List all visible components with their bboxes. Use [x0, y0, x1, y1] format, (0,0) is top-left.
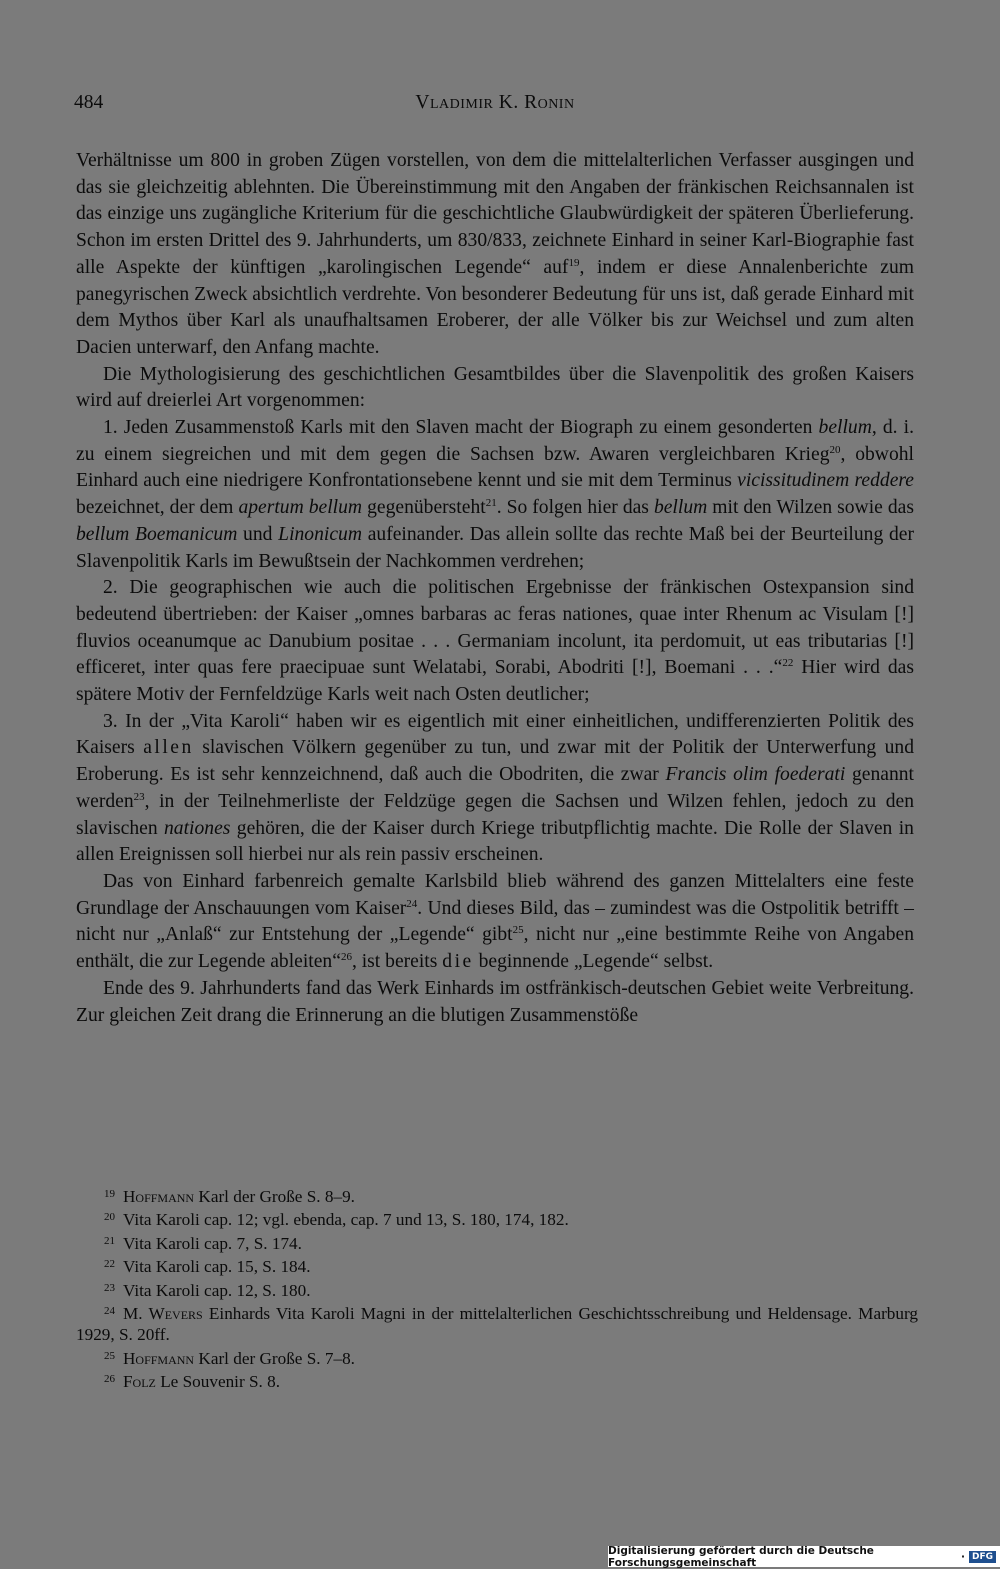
footnote-ref[interactable]: 23 [133, 790, 145, 803]
dfg-logo-icon: DFG [969, 1551, 996, 1563]
footnote-ref[interactable]: 22 [782, 657, 794, 670]
running-title: Vladimir K. Ronin [415, 92, 575, 113]
numbered-paragraph: 3. In der „Vita Karoli“ haben wir es eigentlich mit einer einheitlichen, undifferenzierten Politik des Kaisers allen slavischen Völkern gegenüber zu tun, und zwar mit der Politik der Unterwerfung und Eroberung. Es ist sehr kennzeichnend, daß auch die Obodriten, die zwar Francis olim foederati genannt werden$^{23}$, in der Teilnehmerliste der Feldzüge gegen die Sachsen und Wilzen fehlen, jedoch zu den slavischen nationes gehören, die der Kaiser durch Kriege tributpflichtig machte. Die Rolle der Slaven in allen Ereignissen soll hierbei nur als rein passiv erscheinen. [76, 710, 915, 866]
page-number: 484 [74, 92, 104, 113]
footnote-ref[interactable]: 24 [406, 897, 418, 910]
numbered-paragraph: 2. Die geographischen wie auch die politischen Ergebnisse der fränkischen Ostexpansion sind bedeutend übertrieben: der Kaiser „omnes barbaras ac feras nationes, quae inter Rhenum ac Visulam [!] fluvios oceanumque ac Danubium positae . . . Germaniam incolunt, ita perdomuit, ut eas tributarias [!] efficeret, inter quas fere praecipuae sunt Welatabi, Sorabi, Abodriti [!], Boemani . . .“$^{22}$ Hier wird das spätere Motiv der Fernfeldzüge Karls weit nach Osten deutlicher; [76, 577, 915, 706]
footnote: $^{23}$ Vita Karoli cap. 12, S. 180. [104, 1280, 311, 1300]
footnote: $^{25}$ Hoffmann Karl der Große S. 7–8. [104, 1348, 355, 1368]
footnote-ref[interactable]: 20 [829, 443, 841, 456]
footnote: $^{26}$ Folz Le Souvenir S. 8. [104, 1372, 281, 1392]
paragraph: Die Mythologisierung des geschichtlichen Gesamtbildes über die Slavenpolitik des großen Kaisers wird auf dreierlei Art vorgenommen: [76, 363, 914, 412]
footer-text: Digitalisierung gefördert durch die Deutsche Forschungsgemeinschaft [608, 1544, 874, 1569]
paragraph: Ende des 9. Jahrhunderts fand das Werk Einhards im ostfränkisch-deutschen Gebiet weite Verbreitung. Zur gleichen Zeit drang die Erinnerung an die blutigen Zusammenstöße [76, 977, 914, 1026]
footnote: $^{19}$ Hoffmann Karl der Große S. 8–9. [104, 1187, 355, 1206]
footnote-ref[interactable]: 26 [340, 951, 352, 964]
digitization-footer: Digitalisierung gefördert durch die Deutsche Forschungsgemeinschaft · DFG [608, 1546, 1000, 1567]
footnote: $^{22}$ Vita Karoli cap. 15, S. 184. [104, 1257, 311, 1277]
footnote: $^{21}$ Vita Karoli cap. 7, S. 174. [104, 1233, 302, 1253]
footnotes [76, 1184, 918, 1393]
footnote: $^{24}$ M. Wevers Einhards Vita Karoli Magni in der mittelalterlichen Geschichtsschreibung und Heldensage. Marburg 1929, S. 20ff. [76, 1304, 918, 1345]
footnote-ref[interactable]: 21 [485, 497, 497, 510]
footnote-ref[interactable]: 19 [568, 256, 580, 269]
paragraph: Das von Einhard farbenreich gemalte Karlsbild blieb während des ganzen Mittelalters eine feste Grundlage der Anschauungen vom Kaiser$^{24}$. Und dieses Bild, das – zumindest was die Ostpolitik betrifft – nicht nur „Anlaß“ zur Entstehung der „Legende“ gibt$^{25}$, nicht nur „eine bestimmte Reihe von Angaben enthält, die zur Legende ableiten“$^{26}$, ist bereits die beginnende „Legende“ selbst. [76, 870, 915, 973]
numbered-paragraph: 1. Jeden Zusammenstoß Karls mit den Slaven macht der Biograph zu einem gesonderten bellum, d. i. zu einem siegreichen und mit dem gegen die Sachsen bzw. Awaren vergleichbaren Krieg$^{20}$, obwohl Einhard auch eine niedrigere Konfrontationsebene kennt und sie mit dem Terminus vicissitudinem reddere bezeichnet, der dem apertum bellum gegenübersteht$^{21}$. So folgen hier das bellum mit den Wilzen sowie das bellum Boemanicum und Linonicum aufeinander. Das allein sollte das rechte Maß bei der Beurteilung der Slavenpolitik Karls im Bewußtsein der Nachkommen verdrehen; [76, 417, 915, 572]
footnote-ref[interactable]: 25 [512, 924, 524, 937]
footnote: $^{20}$ Vita Karoli cap. 12; vgl. ebenda, cap. 7 und 13, S. 180, 174, 182. [104, 1210, 569, 1230]
page-header [74, 92, 916, 122]
paragraph: Verhältnisse um 800 in groben Zügen vorstellen, von dem die mittelalterlichen Verfasser ausgingen und das sie gleichzeitig ablehnten. Die Übereinstimmung mit den Angaben der fränkischen Reichsannalen ist das einzige uns zugängliche Kriterium für die geschichtliche Glaubwürdigkeit der späteren Überlieferung. Schon im ersten Drittel des 9. Jahrhunderts, um 830/833, zeichnete Einhard in seiner Karl-Biographie fast alle Aspekte der künftigen „karolingischen Legende“ auf$^{19}$, indem er diese Annalenberichte zum panegyrischen Zweck absichtlich verdrehte. Von besonderer Bedeutung für uns ist, daß gerade Einhard mit dem Mythos über Karl als unaufhaltsamen Eroberer, der alle Völker bis zur Weichsel und zum alten Dacien unterwarf, den Anfang machte. [76, 150, 914, 358]
main-text [76, 148, 914, 1029]
